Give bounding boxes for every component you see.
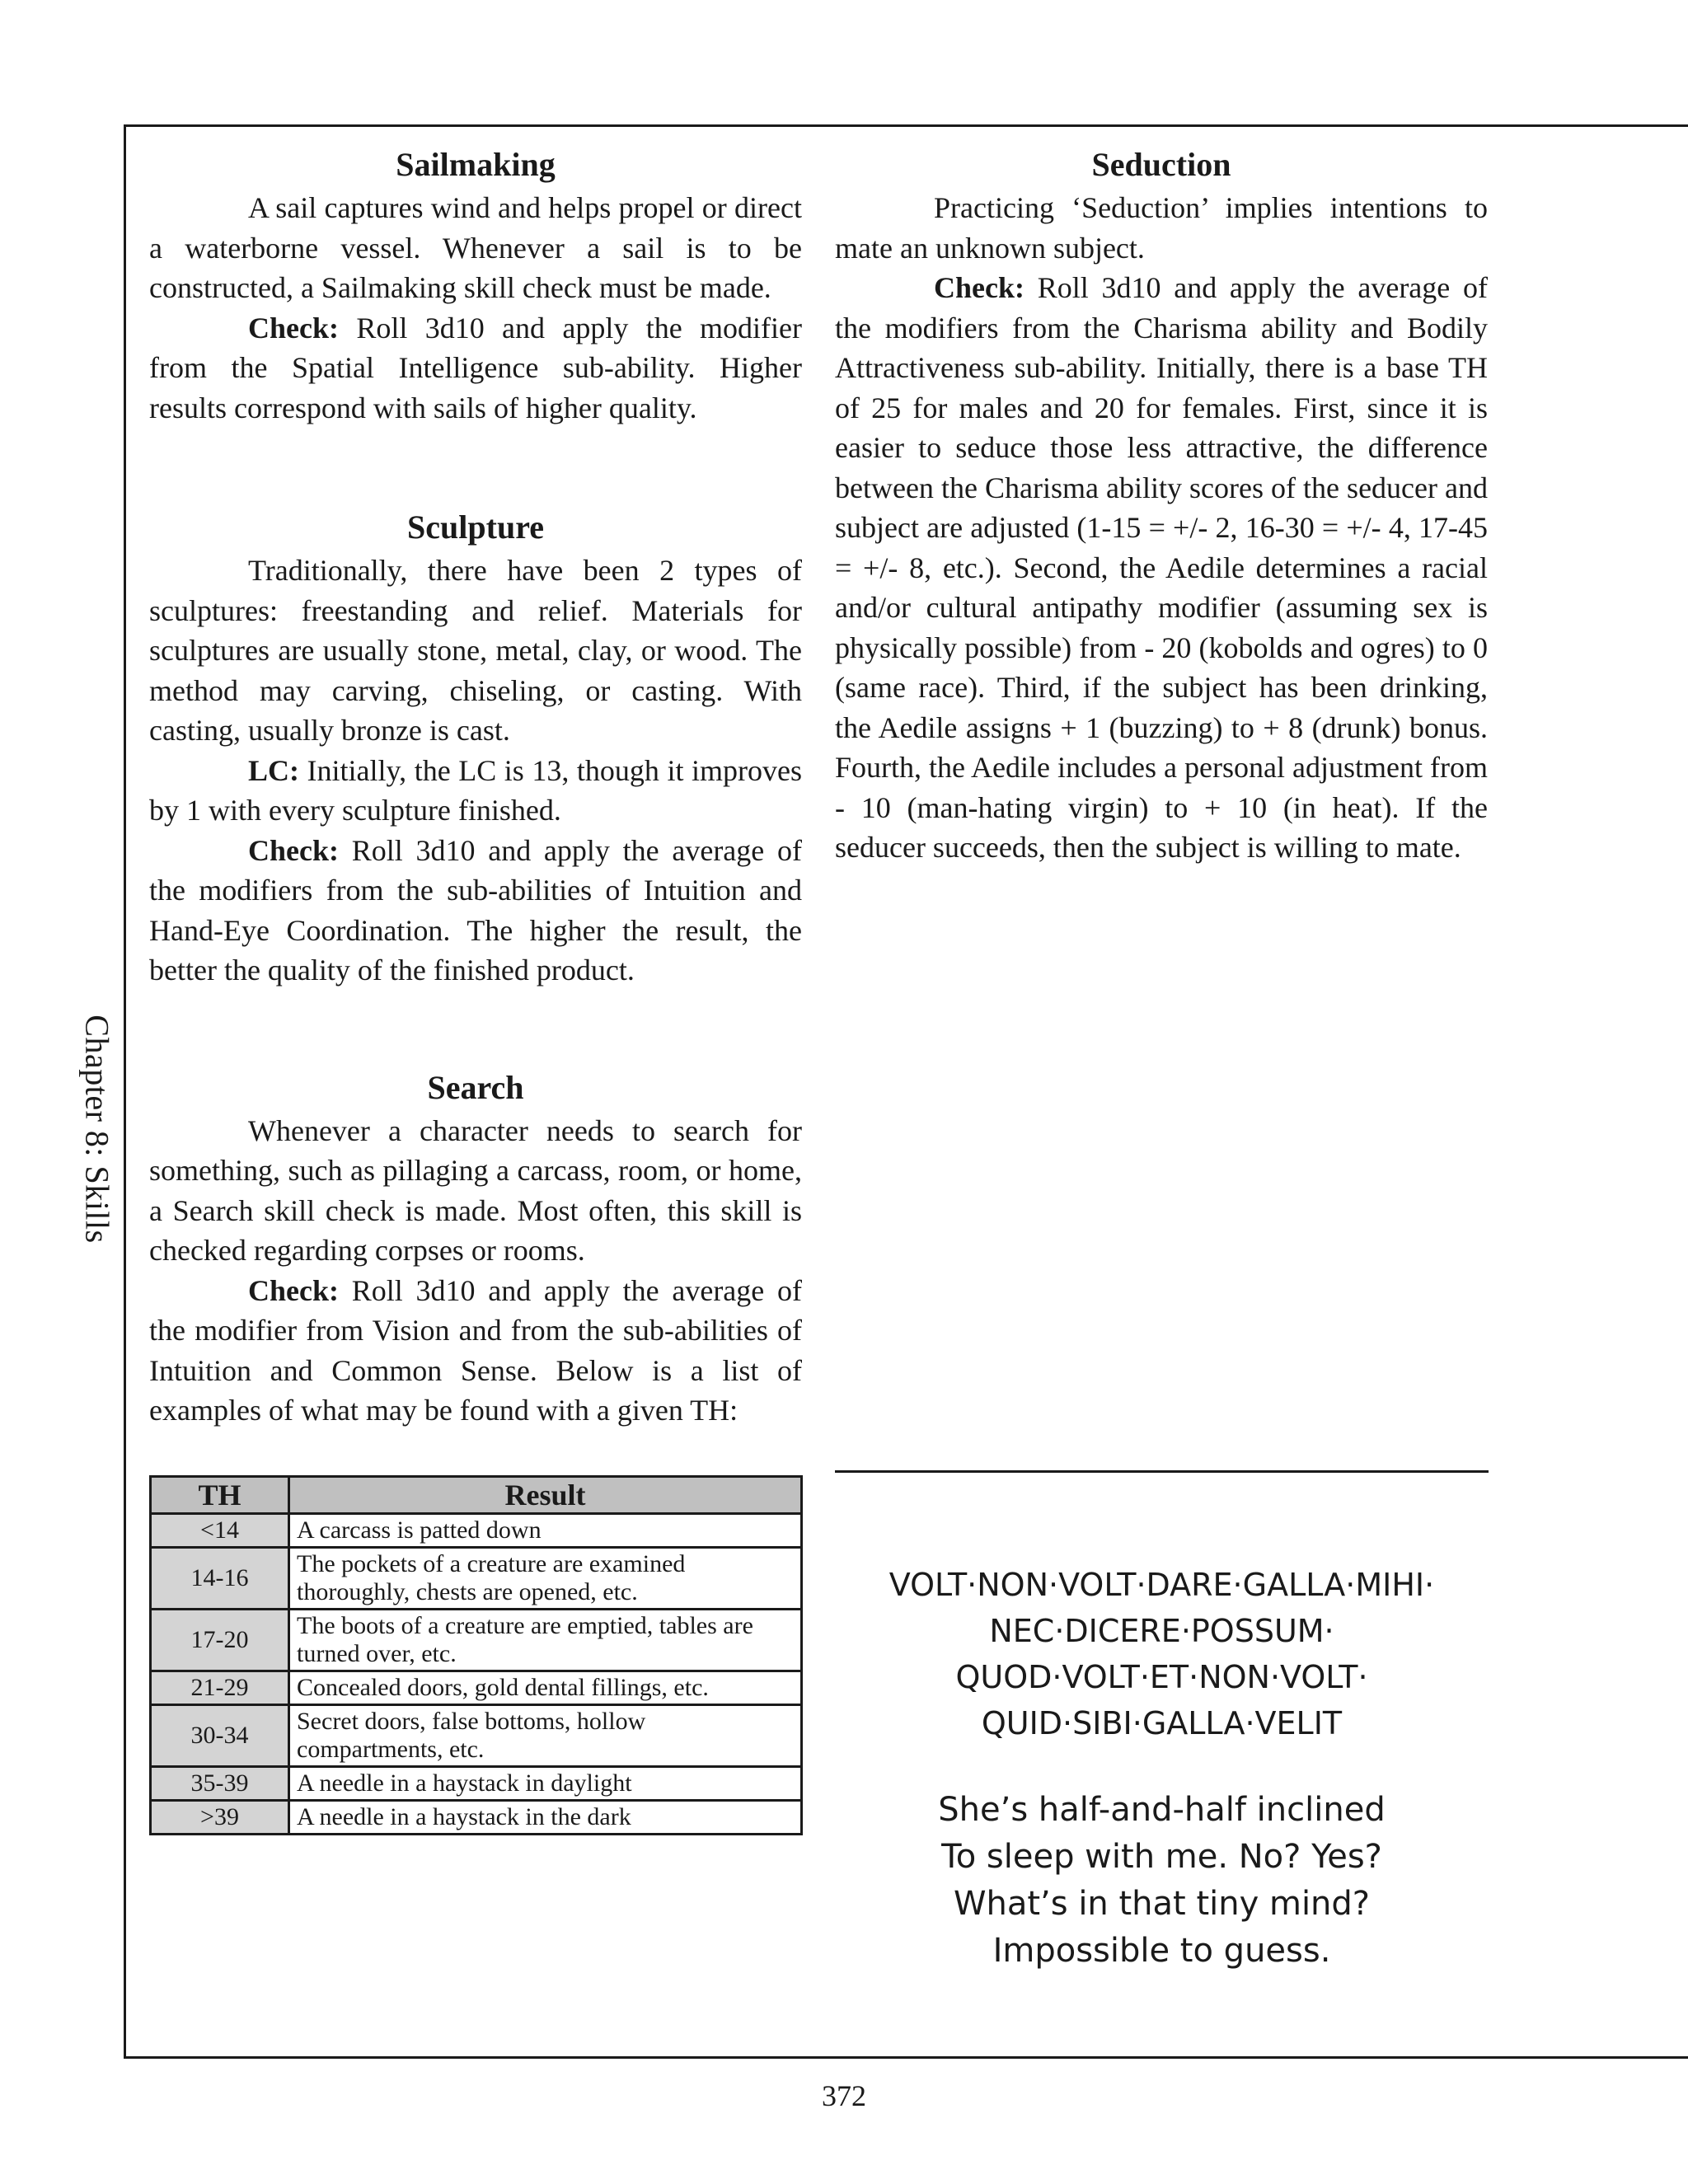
section-seduction: [835, 142, 1488, 868]
chapter-label: Chapter 8: Skills: [78, 1015, 116, 1244]
table-header-th: TH: [151, 1477, 289, 1514]
quote-english-line: She’s half-and-half inclined: [938, 1791, 1386, 1829]
th-value: <14: [151, 1514, 289, 1548]
result-value: A needle in a haystack in the dark: [289, 1801, 802, 1835]
th-value: 21-29: [151, 1671, 289, 1705]
table-row: [151, 1767, 802, 1801]
sculpture-check: [149, 831, 802, 991]
page-frame-bottom-rule: [124, 2056, 1688, 2059]
page-number: 372: [822, 2079, 866, 2112]
quote-english: [835, 1787, 1489, 1975]
th-value: 30-34: [151, 1705, 289, 1767]
check-text: Roll 3d10 and apply the average of the modifiers from the sub-abilities of Intuition and Hand-Eye Coordination. The higher the result, the better the quality of the finished product.: [149, 833, 802, 987]
result-value: Secret doors, false bottoms, hollow compartments, etc.: [289, 1705, 802, 1767]
sculpture-lc: [149, 751, 802, 831]
left-column: [149, 142, 802, 1431]
table-row: [151, 1548, 802, 1610]
check-label: Check:: [934, 271, 1025, 304]
quote-latin-line: QUOD·VOLT·ET·NON·VOLT·: [955, 1659, 1368, 1695]
quote-english-line: Impossible to guess.: [992, 1932, 1331, 1970]
quote-divider-rule: [835, 1470, 1489, 1473]
table-header-row: [151, 1477, 802, 1514]
check-label: Check:: [248, 833, 339, 867]
check-label: Check:: [248, 1273, 339, 1307]
search-check: [149, 1271, 802, 1431]
section-search: [149, 1065, 802, 1431]
table-header-result: Result: [289, 1477, 802, 1514]
sailmaking-intro: A sail captures wind and helps propel or direct a waterborne vessel. Whenever a sail is to be constructed, a Sailmaking skill check must be made.: [149, 191, 802, 304]
table-row: [151, 1514, 802, 1548]
result-value: A needle in a haystack in daylight: [289, 1767, 802, 1801]
section-sculpture: [149, 504, 802, 991]
table-row: [151, 1705, 802, 1767]
search-results-table: [149, 1475, 803, 1835]
sailmaking-check: [149, 308, 802, 429]
search-intro: Whenever a character needs to search for something, such as pillaging a carcass, room, or home, a Search skill check is made. Most often, this skill is checked regarding corpses or rooms.: [149, 1113, 802, 1267]
th-value: 14-16: [151, 1548, 289, 1610]
quote-english-line: What’s in that tiny mind?: [953, 1885, 1371, 1923]
seduction-intro: Practicing ‘Seduction’ implies intentions to mate an unknown subject.: [835, 191, 1488, 265]
lc-label: LC:: [248, 753, 299, 787]
section-title-search: Search: [427, 1068, 524, 1106]
check-text: Roll 3d10 and apply the modifier from the Spatial Intelligence sub-ability. Higher results correspond with sails of higher quality.: [149, 311, 802, 424]
page-frame-top-rule: [124, 124, 1688, 127]
result-value: The boots of a creature are emptied, tables are turned over, etc.: [289, 1610, 802, 1671]
page-frame-left-rule: [124, 124, 126, 2059]
quote-latin-line: QUID·SIBI·GALLA·VELIT: [981, 1705, 1343, 1741]
check-text: Roll 3d10 and apply the average of the modifiers from the Charisma ability and Bodily Attractiveness sub-ability. Initially, there is a base TH of 25 for males and 20 for females. First, since it is easier to seduce those less attractive, the difference between the Charisma ability scores of the seducer and subject are adjusted (1-15 = +/- 2, 16-30 = +/- 4, 17-45 = +/- 8, etc.). Second, the Aedile determines a racial and/or cultural antipathy modifier (assuming sex is physically possible) from - 20 (kobolds and ogres) to 0 (same race). Third, if the subject has been drinking, the Aedile assigns + 1 (buzzing) to + 8 (drunk) bonus. Fourth, the Aedile includes a personal adjustment from - 10 (man-hating virgin) to + 10 (in heat). If the seducer succeeds, then the subject is willing to mate.: [835, 271, 1488, 864]
result-value: The pockets of a creature are examined thoroughly, chests are opened, etc.: [289, 1548, 802, 1610]
table-row: [151, 1610, 802, 1671]
section-title-sculpture: Sculpture: [407, 509, 544, 546]
quote-english-line: To sleep with me. No? Yes?: [941, 1838, 1382, 1876]
sculpture-intro: Traditionally, there have been 2 types of sculptures: freestanding and relief. Materials for sculptures are usually stone, metal, clay, or wood. The method may carving, chiseling, or casting. With casting, usually bronze is cast.: [149, 554, 802, 747]
quote-latin-line: NEC·DICERE·POSSUM·: [989, 1613, 1334, 1649]
result-value: A carcass is patted down: [289, 1514, 802, 1548]
check-label: Check:: [248, 311, 339, 344]
quote-latin: [835, 1562, 1489, 1746]
result-value: Concealed doors, gold dental fillings, etc.: [289, 1671, 802, 1705]
th-value: 17-20: [151, 1610, 289, 1671]
table-row: [151, 1801, 802, 1835]
seduction-check: [835, 268, 1488, 868]
th-value: 35-39: [151, 1767, 289, 1801]
section-title-seduction: Seduction: [1091, 146, 1231, 183]
right-column: [835, 142, 1488, 868]
section-title-sailmaking: Sailmaking: [396, 146, 556, 183]
lc-text: Initially, the LC is 13, though it improves by 1 with every sculpture finished.: [149, 753, 802, 827]
table-row: [151, 1671, 802, 1705]
quote-latin-line: VOLT·NON·VOLT·DARE·GALLA·MIHI·: [889, 1567, 1435, 1603]
check-text: Roll 3d10 and apply the average of the modifier from Vision and from the sub-abilities of Intuition and Common Sense. Below is a list of examples of what may be found with a given TH:: [149, 1273, 802, 1427]
section-sailmaking: [149, 142, 802, 428]
th-value: >39: [151, 1801, 289, 1835]
